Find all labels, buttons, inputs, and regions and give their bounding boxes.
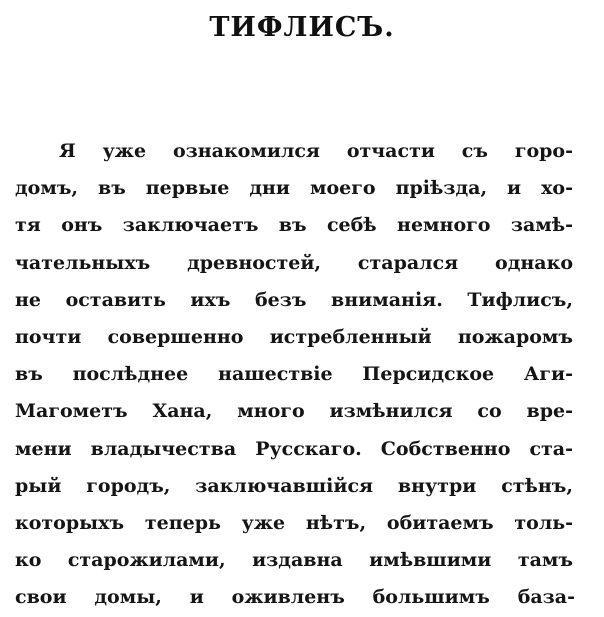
text-line: мени владычества Русскаго. Собственно ста- bbox=[15, 437, 573, 460]
text-line: въ послѣднее нашествiе Персидское Аги- bbox=[15, 363, 573, 386]
text-line: рый городъ, заключавшiйся внутри стѣнъ, bbox=[15, 474, 573, 497]
text-line: свои домы, и оживленъ большимъ база- bbox=[15, 586, 575, 609]
text-line: не оставить ихъ безъ вниманiя. Тифлисъ, bbox=[15, 288, 573, 311]
text-line: Я уже ознакомился отчасти съ горо- bbox=[59, 140, 573, 162]
text-line: почти совершенно истребленный пожаромъ bbox=[15, 326, 573, 349]
page-title: ТИФЛИСЪ. bbox=[209, 12, 395, 43]
text-line: ко старожилами, издавна имѣвшими тамъ bbox=[15, 549, 573, 572]
text-line: которыхъ теперь уже нѣтъ, обитаемъ толь- bbox=[15, 512, 573, 535]
text-line: чательныхъ древностей, старался однако bbox=[15, 251, 573, 274]
text-line: домъ, въ первые дни моего прiѣзда, и хо- bbox=[15, 177, 573, 200]
text-line: тя онъ заключаетъ въ себѣ немного замѣ- bbox=[15, 214, 573, 237]
body-text bbox=[15, 133, 573, 617]
text-line: Магометъ Хана, много измѣнился со вре- bbox=[15, 400, 573, 423]
